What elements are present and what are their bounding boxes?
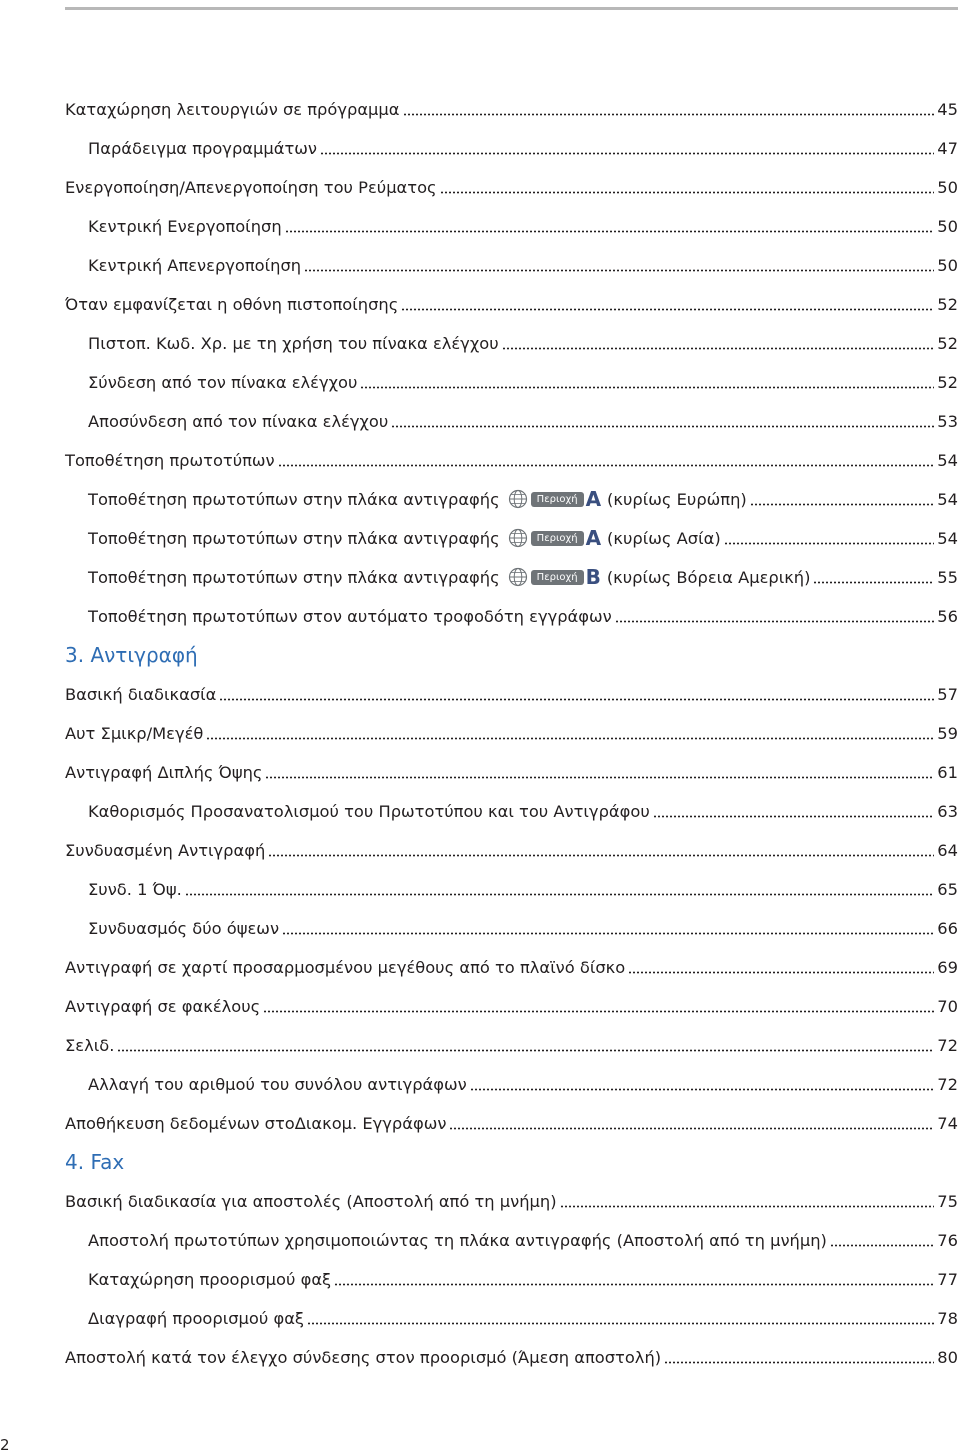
toc-entry[interactable] <box>88 914 958 942</box>
toc-entry-text: Συνδυασμένη Αντιγραφή <box>65 840 266 860</box>
dot-leader <box>401 308 934 311</box>
toc-entry-text: Βασική διαδικασία <box>65 684 217 704</box>
dot-leader <box>334 1283 934 1286</box>
toc-page-number: 75 <box>937 1191 958 1211</box>
toc-entry-text: Καταχώρηση λειτουργιών σε πρόγραμμα <box>65 99 400 119</box>
dot-leader <box>117 1049 934 1052</box>
toc-entry-text: Ενεργοποίηση/Απενεργοποίηση του Ρεύματος <box>65 177 437 197</box>
dot-leader <box>724 542 935 545</box>
toc-page-number: 76 <box>937 1230 958 1250</box>
toc-entry-title <box>88 334 499 353</box>
toc-entry-title <box>65 1114 446 1133</box>
toc-entry-text: Κεντρική Ενεργοποίηση <box>88 216 282 236</box>
toc-entry-title <box>88 412 388 431</box>
toc-entry[interactable] <box>88 329 958 357</box>
toc-entry[interactable] <box>65 446 958 474</box>
toc-entry-title <box>88 528 721 548</box>
dot-leader <box>268 854 934 857</box>
toc-entry-text: Σύνδεση από τον πίνακα ελέγχου <box>88 372 358 392</box>
region-badge <box>508 489 601 509</box>
region-letter: B <box>585 565 601 589</box>
toc-entry[interactable] <box>88 797 958 825</box>
dot-leader <box>320 152 934 155</box>
dot-leader <box>664 1361 934 1364</box>
toc-page-number: 69 <box>937 957 958 977</box>
toc-entry[interactable] <box>65 173 958 201</box>
toc-entry-text: Καθορισμός Προσανατολισμού του Πρωτοτύπου και του Αντιγράφου <box>88 801 650 821</box>
toc-page-number: 53 <box>937 411 958 431</box>
dot-leader <box>502 347 935 350</box>
toc-entry-title <box>88 139 317 158</box>
toc-entry-title <box>88 1309 304 1328</box>
dot-leader <box>263 1010 934 1013</box>
toc-entry-text: Αποθήκευση δεδομένων στοΔιακομ. Εγγράφων <box>65 1113 447 1133</box>
toc-entry[interactable] <box>65 1343 958 1371</box>
toc-entry-title <box>65 1036 114 1055</box>
toc-entry[interactable] <box>65 992 958 1020</box>
dot-leader <box>391 425 934 428</box>
toc-page-number: 72 <box>937 1074 958 1094</box>
dot-leader <box>628 971 934 974</box>
toc-entry-text: Παράδειγμα προγραμμάτων <box>88 138 317 158</box>
toc-entry-title <box>65 685 216 704</box>
toc-entry-text: Αποστολή πρωτοτύπων χρησιμοποιώντας τη πλάκα αντιγραφής (Αποστολή από τη μνήμη) <box>88 1230 827 1250</box>
toc-entry-title <box>88 607 612 626</box>
dot-leader <box>653 815 935 818</box>
toc-entry-text: Τοποθέτηση πρωτοτύπων στον αυτόματο τροφοδότη εγγράφων <box>88 606 612 626</box>
toc-entry[interactable] <box>88 134 958 162</box>
toc-entry-title <box>88 256 301 275</box>
toc-entry[interactable] <box>88 251 958 279</box>
toc-entry-text: Βασική διαδικασία για αποστολές (Αποστολή από τη μνήμη) <box>65 1191 557 1211</box>
toc-entry-text: Αποσύνδεση από τον πίνακα ελέγχου <box>88 411 389 431</box>
toc-entry-title <box>88 802 650 821</box>
section-heading: 3. Αντιγραφή <box>65 643 198 667</box>
toc-entry[interactable] <box>88 1226 958 1254</box>
toc-entry-title <box>65 997 260 1016</box>
dot-leader <box>185 893 934 896</box>
toc-entry[interactable] <box>65 95 958 123</box>
toc-entry-text: Τοποθέτηση πρωτοτύπων <box>65 450 275 470</box>
toc-entry-text: Όταν εμφανίζεται η οθόνη πιστοποίησης <box>65 294 399 314</box>
toc-entry-title <box>88 880 182 899</box>
toc-entry-title <box>88 1231 827 1250</box>
toc-entry-text: Αποστολή κατά τον έλεγχο σύνδεσης στον προορισμό (Άμεση αποστολή) <box>65 1347 662 1367</box>
toc-entry[interactable] <box>88 485 958 513</box>
toc-entry[interactable] <box>88 875 958 903</box>
toc-entry[interactable] <box>65 953 958 981</box>
toc-page-number: 65 <box>937 879 958 899</box>
toc-entry[interactable] <box>88 1304 958 1332</box>
toc-page-number: 78 <box>937 1308 958 1328</box>
toc-entry-region-note: (κυρίως Ευρώπη) <box>607 489 747 509</box>
toc-entry-text: Τοποθέτηση πρωτοτύπων στην πλάκα αντιγραφής <box>88 567 500 587</box>
toc-page-number: 54 <box>937 450 958 470</box>
toc-page-number: 66 <box>937 918 958 938</box>
toc-entry[interactable] <box>65 1187 958 1215</box>
toc-entry-text: Αντιγραφή Διπλής Όψης <box>65 762 263 782</box>
toc-entry[interactable] <box>65 1031 958 1059</box>
dot-leader <box>206 737 934 740</box>
toc-page-number: 56 <box>937 606 958 626</box>
dot-leader <box>615 620 935 623</box>
dot-leader <box>560 1205 935 1208</box>
page-number: 2 <box>0 1436 10 1454</box>
toc-entry-title <box>65 841 265 860</box>
toc-page-number: 74 <box>937 1113 958 1133</box>
toc-entry-text: Σελιδ. <box>65 1035 115 1055</box>
dot-leader <box>470 1088 935 1091</box>
globe-icon <box>508 567 528 587</box>
section-heading: 4. Fax <box>65 1150 125 1174</box>
toc-entry-text: Πιστοπ. Κωδ. Χρ. με τη χρήση του πίνακα ελέγχου <box>88 333 499 353</box>
toc-entry-text: Τοποθέτηση πρωτοτύπων στην πλάκα αντιγραφής <box>88 528 500 548</box>
toc-page-number: 50 <box>937 177 958 197</box>
toc-page-number: 77 <box>937 1269 958 1289</box>
toc-page-number: 61 <box>937 762 958 782</box>
toc-entry-title <box>65 1192 557 1211</box>
toc-entry-title <box>88 1270 331 1289</box>
toc-entry[interactable] <box>65 836 958 864</box>
toc-page-number: 45 <box>937 99 958 119</box>
toc-entry[interactable] <box>65 680 958 708</box>
toc-page-number: 55 <box>937 567 958 587</box>
region-letter: A <box>585 526 602 550</box>
region-label: Περιοχή <box>531 531 584 546</box>
toc-entry[interactable] <box>88 407 958 435</box>
dot-leader <box>219 698 934 701</box>
toc-entry-text: Κεντρική Απενεργοποίηση <box>88 255 302 275</box>
toc-entry-text: Αντιγραφή σε χαρτί προσαρμοσμένου μεγέθους από το πλαϊνό δίσκο <box>65 957 626 977</box>
toc-entry[interactable] <box>88 1265 958 1293</box>
toc-entry[interactable] <box>65 719 958 747</box>
dot-leader <box>830 1244 934 1247</box>
toc-entry-region-note: (κυρίως Ασία) <box>607 528 721 548</box>
dot-leader <box>813 581 934 584</box>
toc-entry[interactable] <box>88 563 958 591</box>
toc-entry-text: Αντιγραφή σε φακέλους <box>65 996 261 1016</box>
toc-entry-title <box>88 217 282 236</box>
toc-entry-region-note: (κυρίως Βόρεια Αμερική) <box>606 567 811 587</box>
region-label: Περιοχή <box>531 570 584 585</box>
toc-page-number: 47 <box>937 138 958 158</box>
toc-page-number: 70 <box>937 996 958 1016</box>
toc-entry[interactable] <box>88 212 958 240</box>
toc-entry-title <box>65 958 625 977</box>
toc-entry-title <box>65 100 400 119</box>
dot-leader <box>403 113 935 116</box>
toc-page-number: 63 <box>937 801 958 821</box>
toc-page-number: 59 <box>937 723 958 743</box>
region-label: Περιοχή <box>531 492 584 507</box>
dot-leader <box>440 191 935 194</box>
dot-leader <box>282 932 934 935</box>
toc-page-number: 50 <box>937 255 958 275</box>
dot-leader <box>304 269 934 272</box>
toc-entry[interactable] <box>88 368 958 396</box>
top-rule <box>65 7 958 10</box>
toc-page-number: 57 <box>937 684 958 704</box>
toc-entry-text: Καταχώρηση προορισμού φαξ <box>88 1269 332 1289</box>
dot-leader <box>307 1322 934 1325</box>
toc-entry-text: Τοποθέτηση πρωτοτύπων στην πλάκα αντιγραφής <box>88 489 500 509</box>
dot-leader <box>285 230 935 233</box>
toc-entry-text: Αυτ Σμικρ/Μεγέθ <box>65 723 204 743</box>
toc-entry-title <box>88 1075 467 1094</box>
region-letter: A <box>585 487 602 511</box>
toc-page-number: 54 <box>937 489 958 509</box>
toc-entry[interactable] <box>88 524 958 552</box>
toc-entry-title <box>65 451 275 470</box>
toc-entry-title <box>65 724 203 743</box>
toc-page-number: 52 <box>937 333 958 353</box>
toc-entry-title <box>65 1348 661 1367</box>
dot-leader <box>360 386 934 389</box>
globe-icon <box>508 528 528 548</box>
region-badge <box>508 528 601 548</box>
toc-page-number: 64 <box>937 840 958 860</box>
toc-page-number: 80 <box>937 1347 958 1367</box>
toc-page-number: 52 <box>937 294 958 314</box>
toc-entry[interactable] <box>65 1109 958 1137</box>
toc-entry-title <box>65 178 437 197</box>
toc-entry-title <box>65 763 262 782</box>
toc-entry-text: Συνδυασμός δύο όψεων <box>88 918 280 938</box>
toc-entry-title <box>65 295 398 314</box>
globe-icon <box>508 489 528 509</box>
toc-entry-text: Συνδ. 1 Όψ. <box>88 879 182 899</box>
toc-page-number: 72 <box>937 1035 958 1055</box>
toc-page-number: 52 <box>937 372 958 392</box>
toc-entry-title <box>88 373 357 392</box>
toc-entry[interactable] <box>88 1070 958 1098</box>
toc-page-number: 50 <box>937 216 958 236</box>
toc-entry-title <box>88 919 279 938</box>
toc-entry-title <box>88 489 747 509</box>
dot-leader <box>449 1127 934 1130</box>
dot-leader <box>750 503 935 506</box>
dot-leader <box>265 776 934 779</box>
dot-leader <box>278 464 935 467</box>
toc-entry[interactable] <box>65 758 958 786</box>
toc-entry[interactable] <box>65 290 958 318</box>
toc-entry-text: Διαγραφή προορισμού φαξ <box>88 1308 305 1328</box>
toc-entry-title <box>88 567 810 587</box>
toc-page-number: 54 <box>937 528 958 548</box>
toc-entry-text: Αλλαγή του αριθμού του συνόλου αντιγράφων <box>88 1074 467 1094</box>
toc-entry[interactable] <box>88 602 958 630</box>
region-badge <box>508 567 601 587</box>
